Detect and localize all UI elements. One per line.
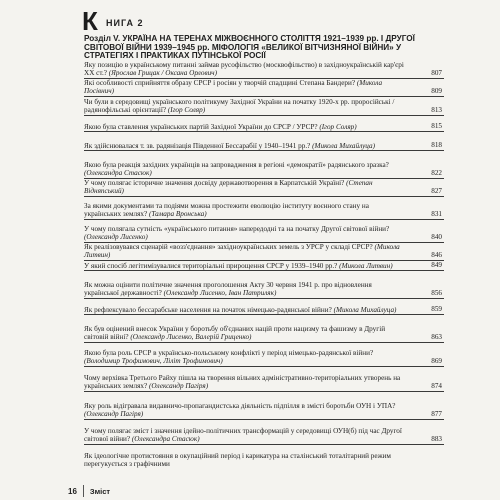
toc-entry-author: (Микола Литвин) xyxy=(84,243,400,260)
toc-entry-question: У чому полягала сутність «українського питання» напередодні та на початку Другої світової війни? xyxy=(84,225,390,233)
toc-entry-author: (Ярослав Грицак / Оксана Орлович) xyxy=(108,69,217,78)
toc-entry-question: У чому полягає зміст і значення ідейно-політичних трансформацій у середовищі ОУН(б) під час Другої світової війни? xyxy=(84,427,402,444)
footer-page-number: 16 xyxy=(68,486,77,496)
toc-entry xyxy=(84,325,444,343)
toc-entry-author: (Микола Михайлуца) xyxy=(312,142,375,150)
toc-entry xyxy=(84,452,444,469)
toc-entry-text xyxy=(84,325,444,342)
toc-entry-text xyxy=(84,374,444,391)
toc-entry-page-number: 883 xyxy=(431,434,442,443)
toc-entry-question: Яку позицію в українському питанні займав русофільство (москвофільство) в західноукраїнській кар'єрі ХХ ст.? xyxy=(84,61,404,78)
toc-entry-page-number: 815 xyxy=(431,122,442,131)
page-footer xyxy=(68,484,110,498)
toc-entry-author: (Олександра Стасюк) xyxy=(84,169,152,178)
toc-entry-page-number: 807 xyxy=(431,68,442,77)
toc-entry-author: (Тамара Вронська) xyxy=(148,210,207,219)
toc-entry-text xyxy=(84,281,444,298)
toc-entry xyxy=(84,161,444,179)
toc-entry-page-number: 859 xyxy=(431,305,442,314)
toc-entry xyxy=(84,98,444,116)
toc-entry-page-number: 827 xyxy=(431,186,442,195)
toc-entry xyxy=(84,79,444,97)
toc-entry-text xyxy=(84,98,444,115)
toc-entry xyxy=(84,427,444,445)
toc-entry xyxy=(84,142,444,151)
toc-entry-question: Якою була реакція західних українців на запровадження в регіоні «демократії» радянського зразка? xyxy=(84,161,389,169)
toc-entry-page-number: 846 xyxy=(431,250,442,259)
toc-entry xyxy=(84,349,444,367)
toc-entry-page-number: 856 xyxy=(431,288,442,297)
toc-entry xyxy=(84,202,444,220)
toc-entry-page-number: 869 xyxy=(431,356,442,365)
book-initial: К xyxy=(82,6,97,36)
toc-entry-page-number: 831 xyxy=(431,209,442,218)
toc-entry-text xyxy=(84,161,444,178)
toc-entry-text xyxy=(84,79,444,96)
toc-entry-question: Якою була ставлення українських партій Західної України до СРСР / УРСР? xyxy=(84,123,318,131)
toc-entry-author: (Микола Литвин) xyxy=(339,262,393,270)
toc-entry xyxy=(84,402,444,420)
toc-entry-page-number: 813 xyxy=(431,105,442,114)
toc-entry xyxy=(84,306,444,315)
toc-entry-text xyxy=(84,349,444,366)
toc-entry-question: Яку роль відігравала видавничо-пропагандистська діяльність підпілля в змісті боротьби ОУН і УПА? xyxy=(84,402,396,410)
toc-entry-question: Як рефлексувало бессарабське населення на початок німецько-радянської війни? xyxy=(84,306,332,314)
toc-entry-question: Чому верхівка Третього Райху пішла на творення вільних адміністративно-територіальних утворень на українських землях? xyxy=(84,374,401,391)
toc-entry xyxy=(84,243,444,261)
toc-entry-text xyxy=(84,427,444,444)
section-title: Розділ V. УКРАЇНА НА ТЕРЕНАХ МІЖВОЄННОГО СТОЛІТТЯ 1921–1939 рр. І ДРУГОЇ СВІТОВОЇ ВІЙНИ 1939–1945 рр. МІФОЛОГІЯ «ВЕЛИКОЇ ВІТЧИЗНЯНОЇ ВІЙНИ» У СТРАТЕГІЯХ І ПРАКТИКАХ ПУТІНСЬКОЇ РОСІЇ xyxy=(84,34,415,61)
toc-entry-author: (Олександр Лисенко, Іван Патриляк) xyxy=(163,289,277,298)
toc-entry-question: Якою була роль СРСР в українсько-польському конфлікті у період німецько-радянської війни? xyxy=(84,349,374,357)
footer-section-label: Зміст xyxy=(89,486,111,496)
toc-entry-question: Які особливості сприйняття образу СРСР і росіян у творчій спадщині Степана Бандери? xyxy=(84,79,356,87)
toc-entry-page-number: 809 xyxy=(431,86,442,95)
toc-entry xyxy=(84,374,444,392)
toc-entry-author: (Олександр Пагіря) xyxy=(84,410,144,419)
toc-entry-text xyxy=(84,402,444,419)
toc-entry-text xyxy=(84,243,444,260)
toc-entry-text xyxy=(84,452,444,469)
toc-entry-author: (Микола Михайлуца) xyxy=(333,306,397,314)
toc-entry-question: За якими документами та подіями можна простежити еволюцію інституту воєнного стану на українських землях? xyxy=(84,202,369,219)
toc-entry-author: (Ігор Соляр) xyxy=(167,106,206,115)
toc-entry-text xyxy=(84,123,444,131)
toc-entry-author: (Олександр Лисенко, Валерій Гриценко) xyxy=(130,333,252,342)
toc-entry-author: (Степан Відняпський) xyxy=(84,179,373,196)
toc-entry-page-number: 818 xyxy=(431,141,442,150)
toc-entry-page-number: 849 xyxy=(431,261,442,270)
toc-entry-author: (Володимир Трофимович, Ліліт Трофимович) xyxy=(84,357,223,366)
toc-entry xyxy=(84,262,444,271)
toc-entry-question: Як здійснювалася т. зв. радянізація Південної Бессарабії у 1940–1941 рр.? xyxy=(84,142,311,150)
toc-entry-text xyxy=(84,262,444,270)
toc-entry-text xyxy=(84,225,444,242)
toc-entry-page-number: 863 xyxy=(431,332,442,341)
toc-entry xyxy=(84,281,444,299)
toc-entry xyxy=(84,179,444,197)
toc-entry-page-number: 840 xyxy=(431,232,442,241)
toc-entry-text xyxy=(84,61,444,78)
toc-entry-question: Чи були в середовищі українського політикуму Західної України на початку 1920-х рр. проросійські / радянофільські орієнтації? xyxy=(84,98,395,115)
toc-entry-author: (Олександр Лисенко) xyxy=(84,233,148,242)
book-label: НИГА 2 xyxy=(106,18,144,28)
toc-entry-question: Як був оцінений внесок України у боротьбу об'єднаних націй проти нацизму та фашизму в Другій світовій війні? xyxy=(84,325,386,342)
toc-entry-author: (Ігор Соляр) xyxy=(319,123,357,131)
toc-entry-author: (Микола Посівнич) xyxy=(84,79,383,96)
toc-entry-question: У який спосіб легітимізувалися територіальні прирощення СРСР у 1939–1940 рр.? xyxy=(84,262,338,270)
toc-entry-question: Як ідеологічне протистояння в окупаційний період і карикатура на сталінський тоталітарний режим перегукується з графічними xyxy=(84,452,391,469)
toc-entry-question: Як реалізовувався сценарій «возз'єднання» західноукраїнських земель з УРСР у складі СРСР? xyxy=(84,243,373,251)
toc-entry xyxy=(84,123,444,132)
toc-entry-page-number: 822 xyxy=(431,168,442,177)
toc-entry-question: У чому полягає історичне значення досвіду державотворення в Карпатській Україні? xyxy=(84,179,345,187)
book-heading xyxy=(82,6,462,36)
toc-entry-author: (Олександра Стасюк) xyxy=(131,435,200,444)
toc-entry-text xyxy=(84,179,444,196)
toc-entry-text xyxy=(84,142,444,150)
toc-entry-author: (Олександр Пагіря) xyxy=(148,382,209,391)
toc-entry-page-number: 874 xyxy=(431,381,442,390)
toc-entry-page-number: 877 xyxy=(431,409,442,418)
toc-entry-text xyxy=(84,306,444,314)
toc-entry-question: Як можна оцінити політичне значення проголошення Акту 30 червня 1941 р. про відновлення української державності? xyxy=(84,281,372,298)
toc-entry xyxy=(84,225,444,243)
toc-entry-text xyxy=(84,202,444,219)
toc-entry xyxy=(84,61,444,79)
